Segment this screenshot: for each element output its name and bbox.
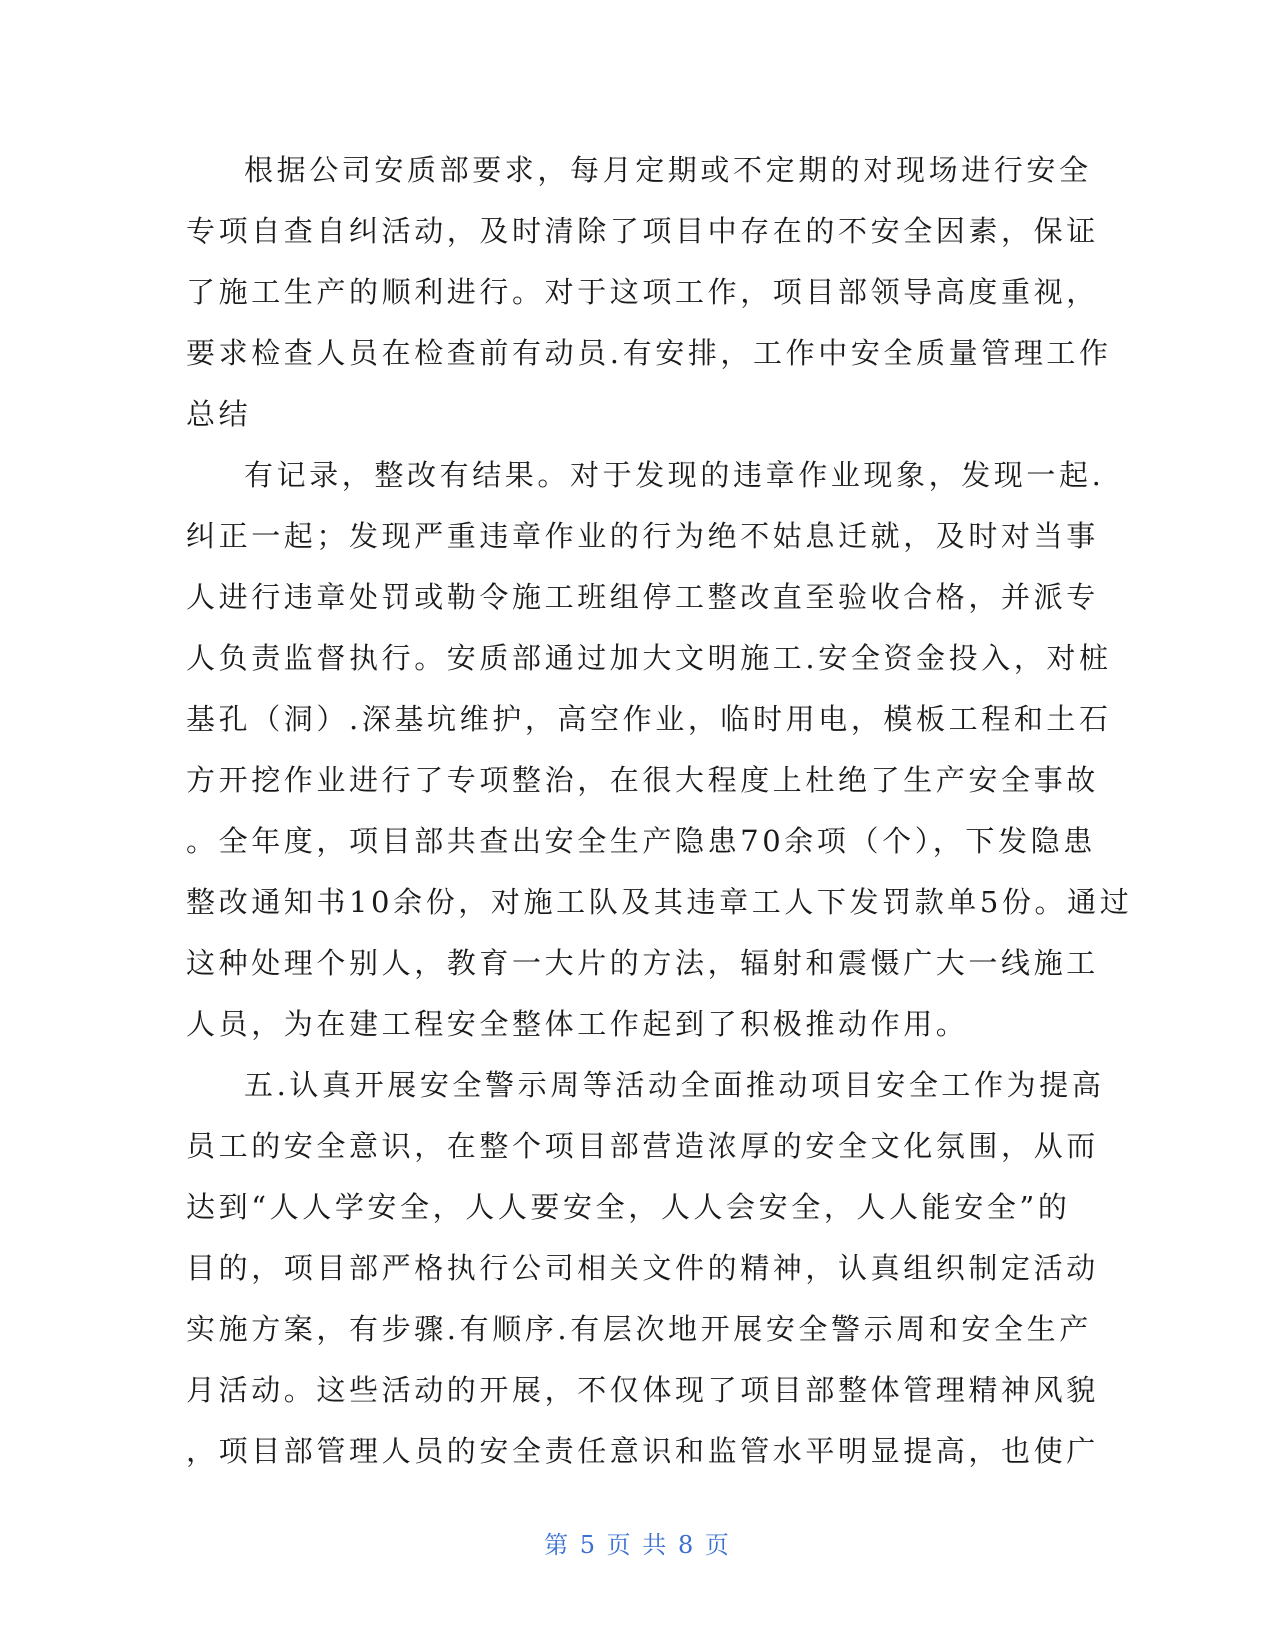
page-number: 第 5 页 共 8 页	[544, 1531, 731, 1559]
paragraph	[186, 445, 1133, 1055]
text-line: 员工的安全意识，在整个项目部营造浓厚的安全文化氛围，从而	[186, 1129, 1099, 1163]
text-line: 要求检查人员在检查前有动员.有安排，工作中安全质量管理工作	[186, 336, 1112, 370]
page-footer	[0, 1525, 1275, 1560]
text-line: 实施方案，有步骤.有顺序.有层次地开展安全警示周和安全生产	[186, 1312, 1092, 1346]
text-line: 根据公司安质部要求，每月定期或不定期的对现场进行安全	[244, 153, 1092, 187]
text-line: 方开挖作业进行了专项整治，在很大程度上杜绝了生产安全事故	[186, 763, 1099, 797]
text-line: 整改通知书10余份，对施工队及其违章工人下发罚款单5份。通过	[186, 885, 1133, 919]
paragraph	[186, 140, 1112, 445]
text-line: 专项自查自纠活动，及时清除了项目中存在的不安全因素，保证	[186, 214, 1099, 248]
document-body	[186, 140, 1133, 1482]
text-line: 总结	[186, 397, 252, 431]
text-line: 了施工生产的顺利进行。对于这项工作，项目部领导高度重视，	[186, 275, 1099, 309]
text-line: 人员，为在建工程安全整体工作起到了积极推动作用。	[186, 1007, 969, 1041]
text-line: 纠正一起；发现严重违章作业的行为绝不姑息迁就，及时对当事	[186, 519, 1099, 553]
text-line: 目的，项目部严格执行公司相关文件的精神，认真组织制定活动	[186, 1251, 1099, 1285]
paragraph	[186, 1055, 1105, 1482]
text-line: 人进行违章处罚或勒令施工班组停工整改直至验收合格，并派专	[186, 580, 1099, 614]
text-line: 这种处理个别人，教育一大片的方法，辐射和震慑广大一线施工	[186, 946, 1099, 980]
text-line: 基孔（洞）.深基坑维护，高空作业，临时用电，模板工程和土石	[186, 702, 1112, 736]
text-line: 达到“人人学安全，人人要安全，人人会安全，人人能安全”的	[186, 1190, 1071, 1224]
text-line: 有记录，整改有结果。对于发现的违章作业现象，发现一起.	[244, 458, 1105, 492]
text-line: ，项目部管理人员的安全责任意识和监管水平明显提高，也使广	[186, 1434, 1099, 1468]
text-line: 人负责监督执行。安质部通过加大文明施工.安全资金投入，对桩	[186, 641, 1112, 675]
text-line: 。全年度，项目部共查出安全生产隐患70余项（个），下发隐患	[186, 824, 1096, 858]
text-line: 月活动。这些活动的开展，不仅体现了项目部整体管理精神风貌	[186, 1373, 1099, 1407]
text-line: 五.认真开展安全警示周等活动全面推动项目安全工作为提高	[244, 1068, 1105, 1102]
